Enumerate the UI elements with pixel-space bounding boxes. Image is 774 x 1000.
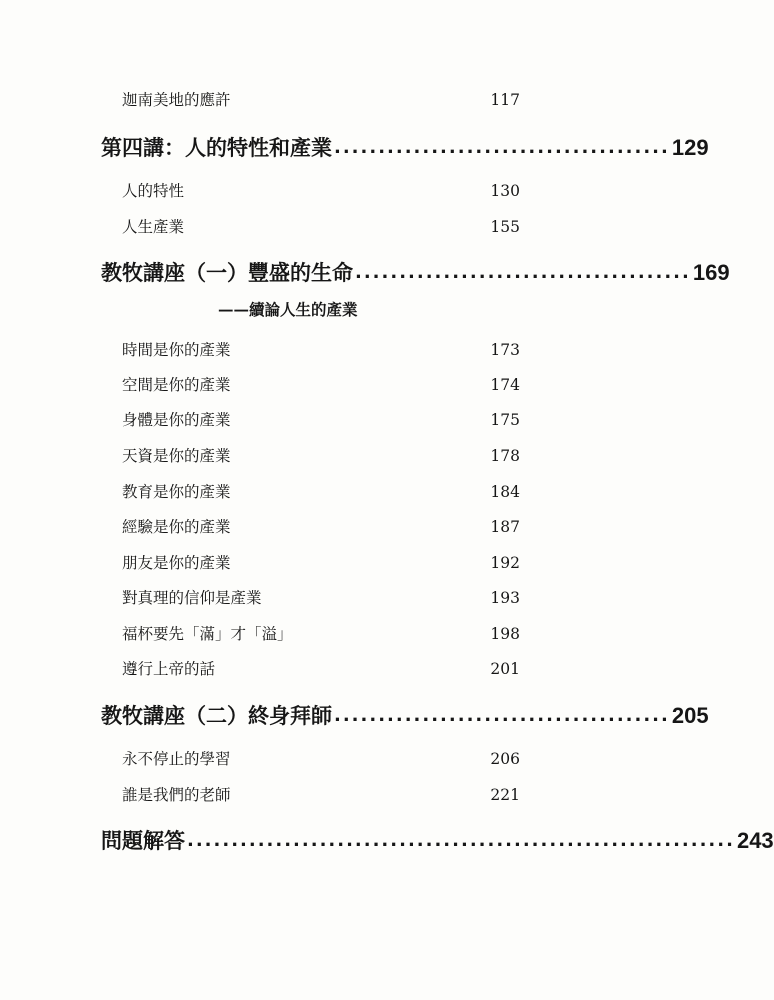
toc-entry-page: 117 — [490, 91, 520, 109]
toc-entry-page: 192 — [490, 554, 520, 572]
toc-heading[interactable] — [101, 134, 709, 162]
toc-entry-title: 朋友是你的產業 — [122, 554, 231, 572]
toc-entry-title: 身體是你的產業 — [122, 411, 231, 429]
toc-entry-title: 福杯要先「滿」才「溢」 — [122, 625, 293, 643]
toc-heading[interactable] — [101, 702, 709, 730]
toc-entry-page: 193 — [490, 589, 520, 607]
toc-entry-title: 對真理的信仰是產業 — [122, 589, 262, 607]
toc-heading-title: 教牧講座（一）豐盛的生命 — [101, 260, 353, 285]
toc-entry-title: 誰是我們的老師 — [122, 786, 231, 804]
toc-heading[interactable] — [101, 259, 730, 287]
toc-entry-title: 迦南美地的應許 — [122, 91, 231, 109]
toc-entry-page: 187 — [490, 518, 520, 536]
toc-entry-title: 時間是你的產業 — [122, 341, 231, 359]
toc-heading[interactable] — [101, 827, 774, 855]
toc-entry-title: 人生產業 — [122, 218, 185, 236]
dot-leader: ...................................... — [334, 705, 670, 726]
toc-heading-page: 243 — [736, 828, 774, 853]
toc-entry-page: 184 — [490, 483, 520, 501]
toc-entry-title: 人的特性 — [122, 182, 185, 200]
toc-heading-page: 169 — [692, 260, 730, 285]
toc-heading-title: 教牧講座（二）終身拜師 — [101, 703, 332, 728]
toc-entry-title: 教育是你的產業 — [122, 483, 231, 501]
dot-leader: ...................................... — [334, 137, 670, 158]
toc-heading-page: 129 — [671, 135, 709, 160]
toc-entry-page: 206 — [490, 750, 520, 768]
toc-entry-page: 175 — [490, 411, 520, 429]
toc-heading-title: 第四講：人的特性和產業 — [101, 135, 332, 160]
toc-entry-page: 155 — [490, 218, 520, 236]
toc-subtitle: ——續論人生的產業 — [218, 300, 358, 319]
toc-heading-title: 問題解答 — [101, 828, 185, 853]
toc-entry-title: 經驗是你的產業 — [122, 518, 231, 536]
toc-entry-title: 永不停止的學習 — [122, 750, 231, 768]
toc-entry-page: 178 — [490, 447, 520, 465]
toc-heading-page: 205 — [671, 703, 709, 728]
toc-entry-page: 174 — [490, 376, 520, 394]
dot-leader: .............................................................. — [187, 830, 735, 851]
toc-entry-page: 130 — [490, 182, 520, 200]
toc-entry-title: 遵行上帝的話 — [122, 660, 216, 678]
toc-entry-title: 空間是你的產業 — [122, 376, 231, 394]
toc-entry-page: 201 — [490, 660, 520, 678]
toc-entry-page: 173 — [490, 341, 520, 359]
toc-entry-title: 天資是你的產業 — [122, 447, 231, 465]
toc-entry-page: 198 — [490, 625, 520, 643]
toc-entry-page: 221 — [490, 786, 520, 804]
dot-leader: ...................................... — [355, 262, 691, 283]
